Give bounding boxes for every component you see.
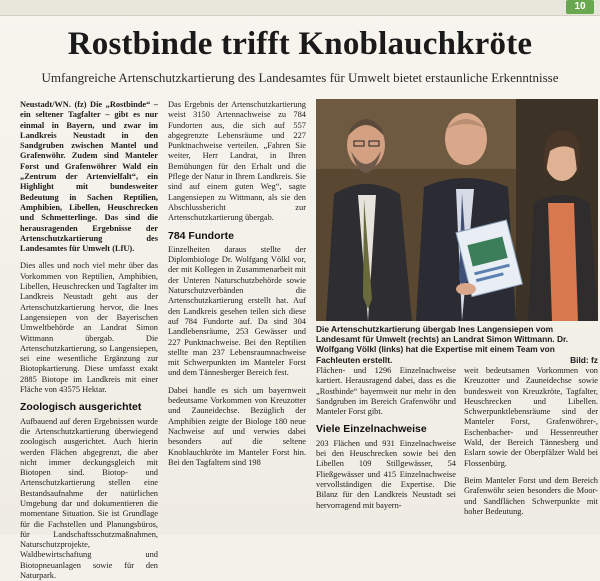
paragraph: Beim Manteler Forst und dem Bereich Grafenwöhr seien besonders die Moor- und Sandflächen Schwerpunkte mit hoher Bedeutung.: [464, 475, 598, 516]
paragraph: weit bedeutsamen Vorkommen von Kreuzotter und Zauneidechse sowie bundesweit von Kreuzkröte, Tagfalter, Heuschrecken und Libellen. Schwerpunktlebensräume sind der Manteler Forst, Grafenwöhrer-, Eschenbacher- und Hessenreuther Wald, der Bereich Tännesberg und Eslarn sowie der Oberpfälzer Wald bei Flossenbürg.: [464, 366, 598, 468]
paragraph: Dies alles und noch viel mehr über das Vorkommen von Reptilien, Amphibien, Libellen, Heuschrecken und Tagfalter im Landkreis Neustadt geht aus der Artenschutzkartierung hervor, die Ines Langensiepen von der Bayerischen Umweltbehörde an Landrat Simon Wittmann übergab. Die Artenschutzkartierung, so Langensiepen, sei eine wesentliche Ergänzung zur Biotopkartierung. Diese umfasst exakt 2885 Biotope im Landkreis mit einer Fläche von 43575 Hektar.: [20, 261, 158, 395]
subheadline: Umfangreiche Artenschutzkartierung des Landesamtes für Umwelt bietet erstaunliche Erkenntnisse: [41, 70, 559, 85]
paragraph: 203 Flächen und 931 Einzelnachweise bei den Heuschrecken sowie bei den Libellen 109 Stillgewässer, 54 Fließgewässer und 415 Einzelnachweise vervollständigen die Expertise. Die Bilanz für den Landkreis Neustadt sei hervorragend mit bayern-: [316, 438, 456, 510]
article-column-4: [464, 366, 598, 516]
paragraph: Flächen- und 1296 Einzelnachweise kartiert. Herausragend dabei, dass es die „Rostbinde“ bayernweit nur mehr in den Sandgruben im Bereich Grafenwöhr und Manteler Forst gibt.: [316, 366, 456, 417]
photo-illustration: [316, 99, 598, 321]
article-column-2: [168, 100, 306, 520]
paragraph: Aufbauend auf deren Ergebnissen wurde die Artenschutzkartierung überwiegend zoologisch ausgerichtet. Auch hierin werden Flächen abgegrenzt, die aber nicht immer deckungsgleich mit Biotopen sind. Biotop- und Artenschutzkartierung stellen eine Bestandsaufnahme der natürlichen Umgebung dar und dokumentieren die momentane Situation. Sie ist Grundlage für die Fachstellen und Planungsbüros, für Landschaftsschutzmaßnahmen, Naturschutzprojekte, Waldbewirtschaftung und Biotopneuanlagen sowie für den Naturpark.: [20, 416, 158, 581]
lead-paragraph: Neustadt/WN. (fz) Die „Rostbinde“ – ein seltener Tagfalter – gibt es nur einmal in Bayern, und zwar im Landkreis Neustadt in den Sandgruben zwischen Mantel und Grafenwöhr. Zudem sind Manteler Forst und Grafenwöhrer Wald ein „Zentrum der Artenvielfalt“, ein Highlight mit bundesweiter Bedeutung in Sachen Reptilien, Amphibien, Libellen, Heuschrecken und Schmetterlinge. Das sind die herausragenden Ergebnisse der Artenschutzkartierung des Landesamtes für Umwelt (LfU).: [20, 100, 158, 254]
paragraph: Das Ergebnis der Artenschutzkartierung weist 3150 Artennachweise zu 784 Fundorten aus, die sich auf 557 abgegrenzte Lebensräume und 227 Punktnachweise verteilen. „Fahren Sie weiter, Herr Landrat, in Ihren Bemühungen für den Erhalt und die Pflege der Natur in Ihrem Landkreis. Sie sind auf einem guten Weg“, sagte Langensiepen zu Wittmann, als sie den Abschlussbericht zur Artenschutzkartierung übergab.: [168, 100, 306, 223]
headline: Rostbinde trifft Knoblauchkröte: [67, 26, 533, 62]
paragraph: Einzelheiten daraus stellte der Diplombiologe Dr. Wolfgang Völkl vor, der mit Kollegen in Zusammenarbeit mit der Unteren Naturschutzbehörde sowie Naturschutzverbänden die Artenschutzkartierung erstellt hat. Auf den Landkreis gesehen teilen sich diese auf 784 Fundorte auf. Da sind 304 Landlebensräume, 253 Gewässer und 227 Punktnachweise. Bei den Reptilien stellte man 237 Lebensraumnachweise mit Schwerpunkten im Manteler Forst und dem Tännesberger Bereich fest.: [168, 244, 306, 378]
article-photo: [316, 99, 598, 321]
article-column-3: [316, 366, 456, 516]
section-heading: Zoologisch ausgerichtet: [20, 401, 142, 414]
section-heading: 784 Fundorte: [168, 229, 234, 242]
paragraph: Dabei handle es sich um bayernweit bedeutsame Vorkommen von Kreuzotter und Zauneidechse. Bezüglich der Amphibien zeigte der Biologe 180 neue Nachweise auf und verwies dabei besonders auf die seltene Knoblauchkröte im Manteler Forst hin. Bei den Tagfaltern sind 198: [168, 385, 306, 467]
photo-credit: Bild: fz: [570, 354, 598, 365]
page-badge: 10: [566, 0, 594, 14]
article-column-1: [20, 100, 158, 581]
photo-caption: [316, 324, 598, 365]
caption-text: Die Artenschutzkartierung übergab Ines Langensiepen vom Landesamt für Umwelt (rechts) an Landrat Simon Wittmann. Dr. Wolfgang Völkl (links) hat die Expertise mit einem Team von Fachleuten erstellt.: [316, 324, 569, 365]
section-heading: Viele Einzelnachweise: [316, 423, 427, 436]
top-strip: [0, 0, 600, 16]
